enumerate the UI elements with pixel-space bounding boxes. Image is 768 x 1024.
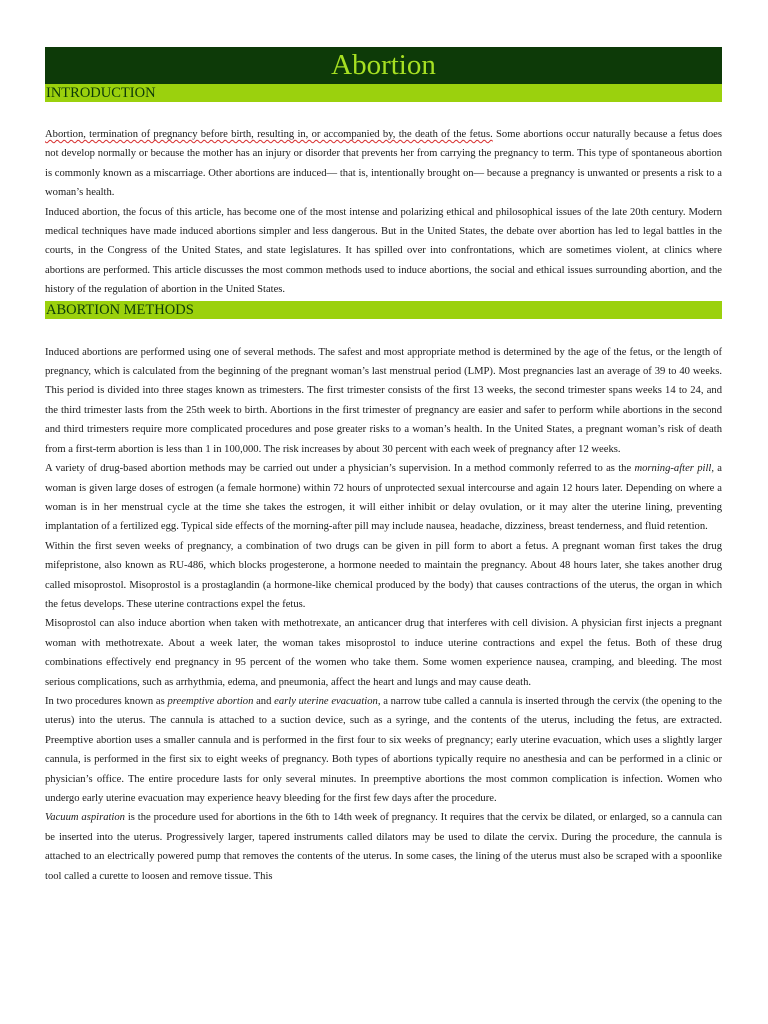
- paragraph-text: A variety of drug-based abortion methods may be carried out under a physician’s supervision. In a method commonly referred to as the: [45, 463, 635, 475]
- italic-term: morning-after pill,: [634, 463, 714, 475]
- paragraph-text: a woman is given large doses of estrogen (a female hormone) within 72 hours of unprotected sexual intercourse and again 12 hours later. Depending on where a woman is in her menstrual cycle at the time she takes the estrogen, it will either inhibit or delay ovulation, or it may alter the uterine lining, preventing implantation of a fertilized egg. Typical side effects of the morning-after pill may include nausea, headache, dizziness, breast tenderness, and fluid retention.: [45, 463, 722, 533]
- methods-paragraph-1: Induced abortions are performed using one of several methods. The safest and most appropriate method is determined by the age of the fetus, or the length of pregnancy, which is calculated from the beginning of the pregnant woman’s last menstrual period (LMP). Most pregnancies last an average of 39 to 40 weeks. This period is divided into three stages known as trimesters. The first trimester consists of the first 13 weeks, the second trimester spans weeks 14 to 24, and the third trimester lasts from the 25th week to birth. Abortions in the first trimester of pregnancy are easier and safer to perform while abortions in the second and third trimesters require more complicated procedures and pose greater risks to a woman’s health. In the United States, a pregnant woman’s risk of death from a first-term abortion is less than 1 in 100,000. The risk increases by about 30 percent with each week of pregnancy after 12 weeks.: [45, 346, 722, 455]
- methods-paragraph-4: Misoprostol can also induce abortion when taken with methotrexate, an anticancer drug that interferes with cell division. A physician first injects a pregnant woman with methotrexate. About a week later, the woman takes misoprostol to induce uterine contractions and expel the fetus. Both of these drug combinations effectively end pregnancy in 95 percent of the women who take them. Some women experience nausea, cramping, and bleeding. The most serious complications, such as arrhythmia, edema, and pneumonia, affect the heart and lungs and may cause death.: [45, 618, 722, 688]
- paragraph-text: Some abortions occur naturally because a fetus does not develop normally or because the mother has an injury or disorder that prevents her from carrying the pregnancy to term. This type of spontaneous abortion is commonly known as a miscarriage. Other abortions are induced— that is, intentionally brought on— because a pregnancy is unwanted or presents a risk to a woman’s health.: [45, 129, 722, 199]
- intro-paragraph-1: [45, 125, 722, 203]
- italic-term: preemptive abortion: [167, 695, 254, 707]
- spellcheck-underlined-text: Abortion, termination of pregnancy before birth, resulting in, or accompanied by, the death of the fetus.: [45, 129, 493, 140]
- spacer: [45, 102, 722, 125]
- section-heading-introduction: [45, 84, 722, 102]
- methods-paragraph-6: [45, 808, 722, 886]
- intro-paragraph-2: Induced abortion, the focus of this article, has become one of the most intense and polarizing ethical and philosophical issues of the late 20th century. Modern medical techniques have made induced abortions simpler and less dangerous. But in the United States, the debate over abortion has led to legal battles in the courts, in the Congress of the United States, and state legislatures. It has spilled over into confrontations, which are sometimes violent, at clinics where abortions are performed. This article discusses the most common methods used to induce abortions, the social and ethical issues surrounding abortion, and the history of the regulation of abortion in the United States.: [45, 206, 722, 296]
- section-heading-text: ABORTION METHODS: [46, 301, 194, 318]
- document-title: Abortion: [331, 49, 436, 81]
- paragraph-text: In two procedures known as: [45, 695, 168, 707]
- italic-term: early uterine evacuation,: [274, 695, 381, 707]
- section-heading-abortion-methods: [45, 301, 722, 319]
- paragraph-text: and: [253, 695, 275, 707]
- paragraph-text: a narrow tube called a cannula is inserted through the cervix (the opening to the uterus) into the uterus. The cannula is attached to a suction device, such as a syringe, and the contents of the uterus, including the fetus, are extracted. Preemptive abortion uses a smaller cannula and is performed in the first four to six weeks of pregnancy; early uterine evacuation, which uses a slightly larger cannula, is performed in the first six to eight weeks of pregnancy. Both types of abortions typically require no anesthesia and can be performed in a clinic or physician’s office. The entire procedure lasts for only several minutes. In preemptive abortions the most common complication is infection. Women who undergo early uterine evacuation may experience heavy bleeding for the first few days after the procedure.: [45, 695, 722, 804]
- spacer: [45, 319, 722, 343]
- methods-paragraph-5: [45, 692, 722, 808]
- methods-paragraph-2: [45, 459, 722, 537]
- methods-paragraph-3: Within the first seven weeks of pregnancy, a combination of two drugs can be given in pill form to abort a fetus. A pregnant woman first takes the drug mifepristone, also known as RU-486, which blocks progesterone, a hormone needed to maintain the pregnancy. About 48 hours later, she takes another drug called misoprostol. Misoprostol is a prostaglandin (a hormone-like chemical produced by the body) that causes contractions of the uterus, the organ in which the fetus develops. These uterine contractions expel the fetus.: [45, 540, 722, 610]
- italic-term: Vacuum aspiration: [45, 812, 125, 824]
- title-banner: [45, 47, 722, 84]
- document-page: [45, 47, 722, 886]
- section-heading-text: INTRODUCTION: [46, 85, 156, 101]
- paragraph-text: is the procedure used for abortions in the 6th to 14th week of pregnancy. It requires that the cervix be dilated, or enlarged, so a cannula can be inserted into the uterus. Progressively larger, tapered instruments called dilators may be used to dilate the cervix. During the procedure, the cannula is attached to an electrically powered pump that removes the contents of the uterus. In some cases, the lining of the uterus must also be scraped with a spoonlike tool called a curette to loosen and remove tissue. This: [45, 812, 723, 882]
